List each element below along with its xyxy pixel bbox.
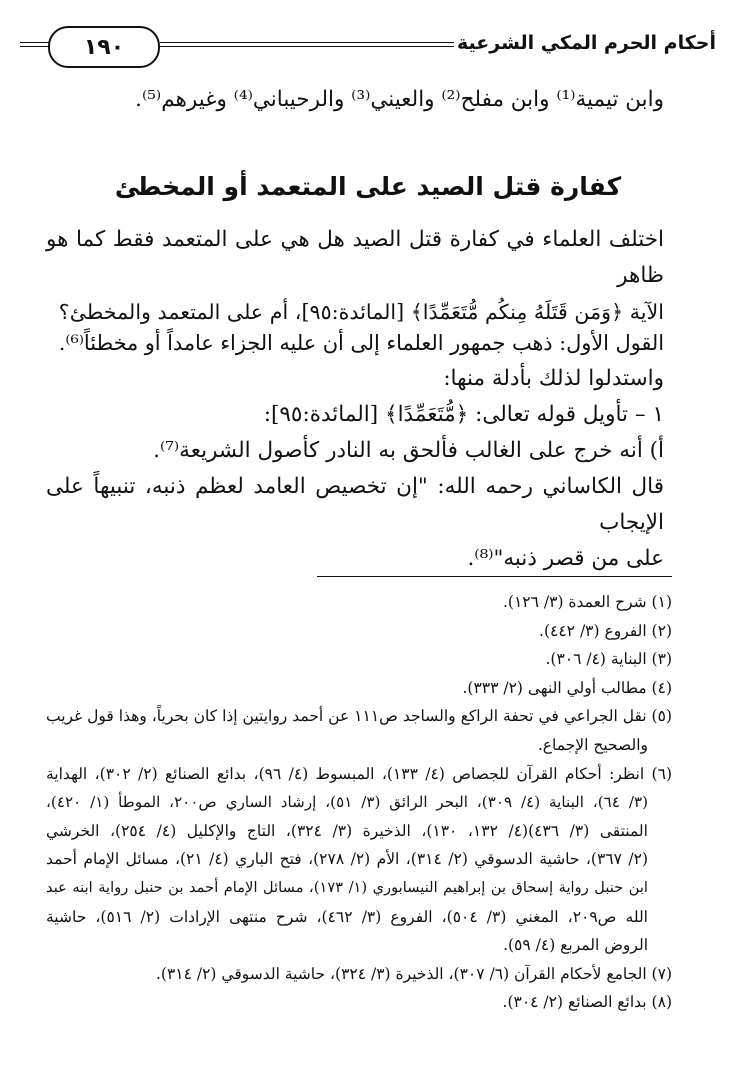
footnote: (٣) البناية (٤/ ٣٠٦). <box>545 650 672 669</box>
footnote-separator <box>317 576 672 577</box>
footnote-continuation: (٢/ ٣٦٧)، حاشية الدسوقي (٢/ ٣١٤)، الأم (٢/ ٢٧٨)، فتح الباري (٤/ ٢١)، مسائل الإمام أحمد <box>46 850 648 869</box>
footnote: (٧) الجامع لأحكام القرآن (٦/ ٣٠٧)، الذخيرة (٣/ ٣٢٤)، حاشية الدسوقي (٢/ ٣١٤). <box>155 964 672 983</box>
footnote: (٥) نقل الجراعي في تحفة الراكع والساجد ص١١١ عن أحمد روايتين إذا كان بحرياً، وهذا قول غريب <box>46 707 672 726</box>
footnote-continuation: الله ص٢٠٩، المغني (٣/ ٥٠٤)، الفروع (٣/ ٤٦٢)، شرح منتهى الإرادات (٢/ ٥١٦)، حاشية <box>46 907 648 926</box>
footnote-continuation: ابن حنبل رواية إسحاق بن إبراهيم النيسابوري (١/ ١٧٣)، مسائل الإمام أحمد بن حنبل رواية ابنه عبد <box>46 878 648 896</box>
footnote: (٤) مطالب أولي النهى (٢/ ٣٣٣). <box>462 678 672 697</box>
text-line: قال الكاساني رحمه الله: "إن تخصيص العامد لعظم ذنبه، تنبيهاً على الإيجاب <box>46 474 664 535</box>
continuation-line: وابن تيمية⁽¹⁾ وابن مفلح⁽²⁾ والعيني⁽³⁾ والرحيباني⁽⁴⁾ وغيرهم⁽⁵⁾. <box>135 87 664 112</box>
page-number: ١٩٠ <box>83 34 125 60</box>
header-rule <box>160 42 454 47</box>
text-line: واستدلوا لذلك بأدلة منها: <box>443 366 664 391</box>
paragraph-first-opinion <box>46 325 664 577</box>
text-line: الآية ﴿وَمَن قَتَلَهُ مِنكُم مُّتَعَمِّدًا﴾ [المائدة:٩٥]، أم على المتعمد والمخطئ؟ <box>58 300 664 324</box>
running-title: أحكام الحرم المكي الشرعية <box>457 32 716 54</box>
continuation-text <box>46 82 664 118</box>
header-rule-tail <box>20 42 50 47</box>
text-line: القول الأول: ذهب جمهور العلماء إلى أن عليه الجزاء عامداً أو مخطئاً⁽⁶⁾. <box>58 331 664 355</box>
page-header <box>20 22 716 72</box>
footnote: (٦) انظر: أحكام القرآن للجصاص (٤/ ١٣٣)، المبسوط (٤/ ٩٦)، بدائع الصنائع (٢/ ٣٠٢)، الهداية <box>46 764 672 783</box>
text-line: ١ – تأويل قوله تعالى: ﴿مُّتَعَمِّدًا﴾ [المائدة:٩٥]: <box>263 402 664 427</box>
text-line: أ) أنه خرج على الغالب فألحق به النادر كأصول الشريعة⁽⁷⁾. <box>153 438 664 463</box>
section-heading: كفارة قتل الصيد على المتعمد أو المخطئ <box>114 172 622 201</box>
footnote-continuation: (٣/ ٦٤)، البناية (٤/ ٣٠٩)، البحر الرائق (٣/ ٥١)، إرشاد الساري ص٢٠٠، الموطأ (١/ ٤٢٠)، <box>46 793 649 812</box>
footnote: (١) شرح العمدة (٣/ ١٢٦). <box>503 593 672 611</box>
footnote-continuation: الروض المربع (٤/ ٥٩). <box>503 936 648 955</box>
footnote: (٨) بدائع الصنائع (٢/ ٣٠٤). <box>502 993 672 1012</box>
footnote-continuation: والصحيح الإجماع. <box>537 735 648 754</box>
text-line: اختلف العلماء في كفارة قتل الصيد هل هي على المتعمد فقط كما هو ظاهر <box>46 227 664 288</box>
paragraph-intro <box>46 222 664 330</box>
footnote-continuation: المنتقى (٣/ ٤٣٦)(٤/ ١٣٢، ١٣٠)، الذخيرة (٣/ ٣٢٤)، التاج والإكليل (٤/ ٢٥٤)، الخرشي <box>46 821 648 840</box>
footnotes <box>46 588 672 1017</box>
footnote: (٢) الفروع (٣/ ٤٤٢). <box>539 621 672 640</box>
text-line: على من قصر ذنبه"⁽⁸⁾. <box>467 546 664 571</box>
page-number-badge <box>48 26 160 68</box>
